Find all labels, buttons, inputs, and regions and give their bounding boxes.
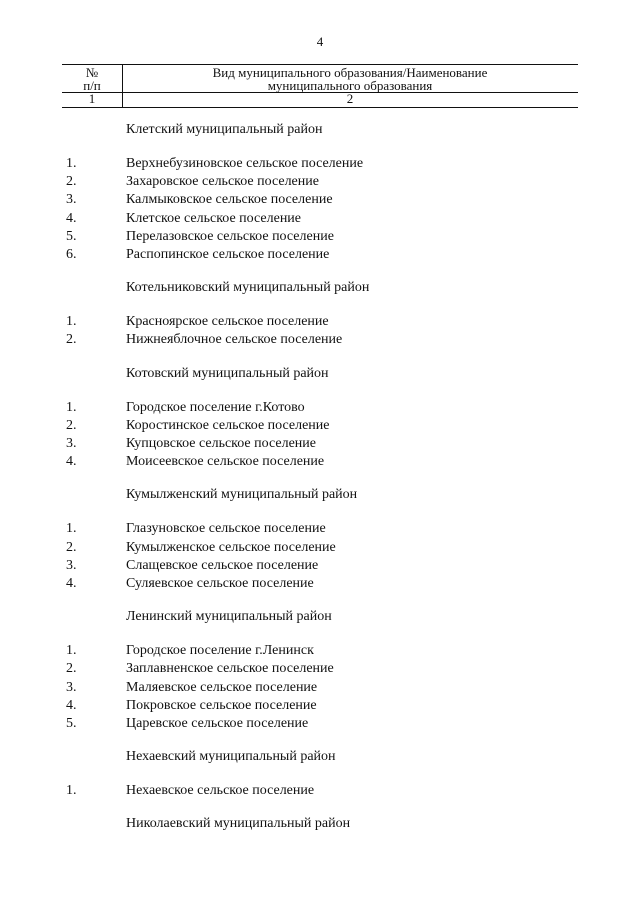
district-heading: Ленинский муниципальный район xyxy=(126,609,332,625)
item-name: Заплавненское сельское поселение xyxy=(126,661,334,677)
item-number: 1. xyxy=(66,643,77,659)
district-heading: Николаевский муниципальный район xyxy=(126,816,351,832)
item-number: 4. xyxy=(66,454,77,470)
item-number: 1. xyxy=(66,783,77,799)
item-number: 4. xyxy=(66,697,77,713)
item-name: Глазуновское сельское поселение xyxy=(126,521,326,537)
item-name: Царевское сельское поселение xyxy=(126,716,309,731)
item-name: Кумылженское сельское поселение xyxy=(126,539,336,555)
item-name: Нижнеяблочное сельское поселение xyxy=(126,332,343,348)
district-heading: Клетский муниципальный район xyxy=(126,122,323,137)
item-number: 2. xyxy=(66,174,77,190)
item-number: 3. xyxy=(66,557,77,573)
item-name: Калмыковское сельское поселение xyxy=(126,192,333,208)
item-number: 2. xyxy=(66,661,77,677)
item-number: 6. xyxy=(66,247,77,262)
item-number: 2. xyxy=(66,332,77,348)
item-name: Моисеевское сельское поселение xyxy=(126,454,325,470)
item-name: Нехаевское сельское поселение xyxy=(126,783,315,799)
item-number: 2. xyxy=(66,417,77,433)
item-number: 3. xyxy=(66,436,77,451)
item-number: 1. xyxy=(66,314,77,330)
district-heading: Котовский муниципальный район xyxy=(126,365,329,381)
header-col-number-line2: п/п xyxy=(83,78,101,93)
item-number: 3. xyxy=(66,192,77,208)
item-name: Городское поселение г.Ленинск xyxy=(126,643,314,659)
item-name: Покровское сельское поселение xyxy=(126,697,317,713)
item-name: Красноярское сельское поселение xyxy=(126,314,329,330)
item-name: Слащевское сельское поселение xyxy=(126,557,319,573)
item-number: 1. xyxy=(66,521,77,537)
district-heading: Котельниковский муниципальный район xyxy=(126,280,370,296)
item-number: 1. xyxy=(66,156,77,171)
header-col-name-line1: Вид муниципального образования/Наименование xyxy=(212,65,488,80)
item-name: Захаровское сельское поселение xyxy=(126,174,319,190)
item-name: Купцовское сельское поселение xyxy=(126,436,316,451)
header-col-number-line1: № xyxy=(85,65,99,80)
district-heading: Нехаевский муниципальный район xyxy=(126,749,336,765)
item-number: 1. xyxy=(66,399,77,415)
header-col-name-line2: муниципального образования xyxy=(267,78,433,93)
item-name: Маляевское сельское поселение xyxy=(126,679,318,695)
item-number: 5. xyxy=(66,716,77,731)
header-col-name-index: 2 xyxy=(346,91,354,106)
page-number: 4 xyxy=(316,34,324,49)
item-name: Верхнебузиновское сельское поселение xyxy=(126,156,364,171)
item-name: Городское поселение г.Котово xyxy=(126,399,305,415)
district-heading: Кумылженский муниципальный район xyxy=(126,487,358,503)
item-number: 4. xyxy=(66,576,77,591)
item-name: Суляевское сельское поселение xyxy=(126,576,314,591)
item-number: 4. xyxy=(66,210,77,226)
item-name: Коростинское сельское поселение xyxy=(126,417,330,433)
item-name: Перелазовское сельское поселение xyxy=(126,228,334,244)
item-number: 5. xyxy=(66,228,77,244)
item-number: 2. xyxy=(66,539,77,555)
item-number: 3. xyxy=(66,679,77,695)
item-name: Клетское сельское поселение xyxy=(126,210,302,226)
header-col-number-index: 1 xyxy=(88,91,96,106)
item-name: Распопинское сельское поселение xyxy=(126,247,330,262)
